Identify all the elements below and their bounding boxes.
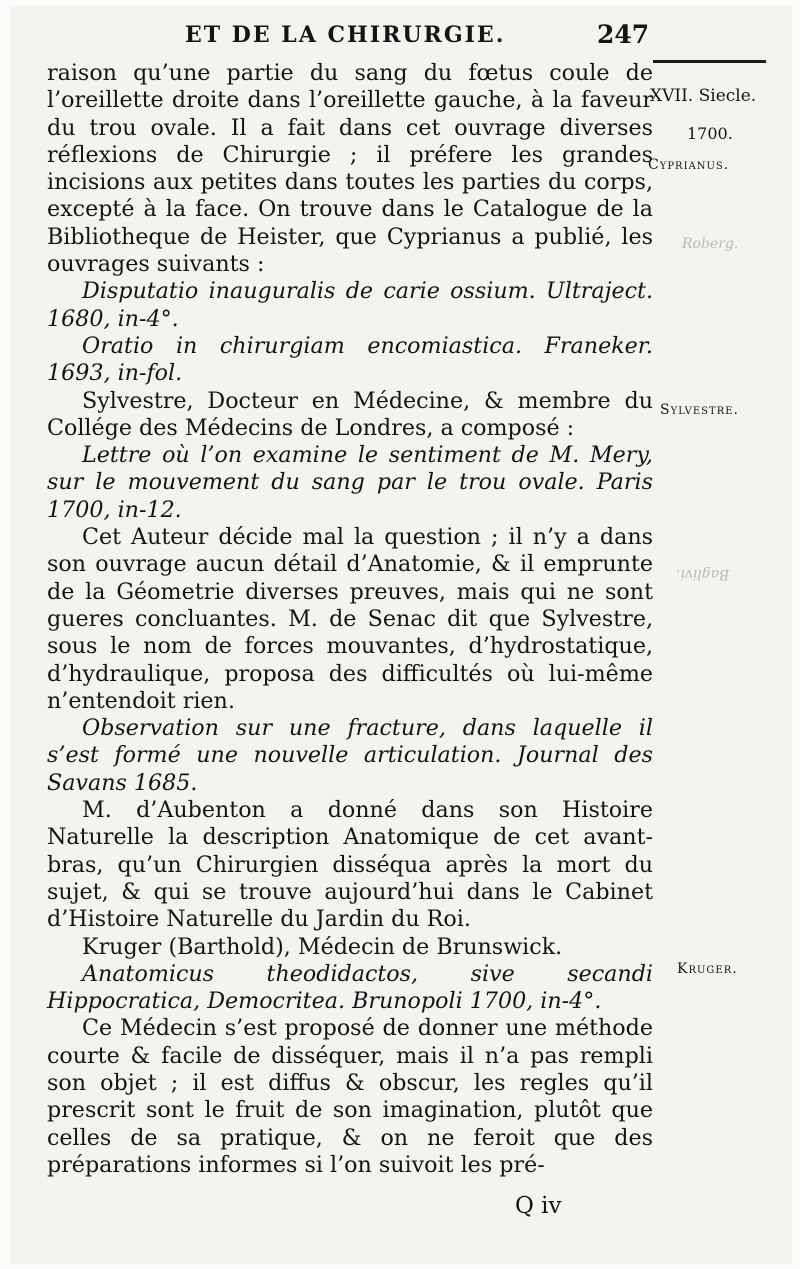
bibliography-entry: Anatomicus theodidactos, sive secandi Hippocratica, Democritea. Brunopoli 1700, in-4°. xyxy=(47,960,653,1015)
paragraph-kruger: Kruger (Barthold), Médecin de Brunswick. xyxy=(82,933,563,960)
margin-note-cyprianus: Cyprianus. xyxy=(648,157,730,173)
running-head xyxy=(0,22,800,52)
head-rule xyxy=(653,60,766,63)
paragraph-sylvestre: Sylvestre, Docteur en Médecine, & membre du Collége des Médecins de Londres, a composé : xyxy=(47,387,653,441)
margin-note-kruger: Kruger. xyxy=(677,961,738,977)
bleed-through-baglivi: Baglivi. xyxy=(676,566,730,582)
paragraph-cyprianus-continued: raison qu’une partie du sang du fœtus coule de l’oreillette droite dans l’oreillette gauche, à la faveur du trou ovale. Il a fait dans cet ouvrage diverses réflexions de Chirurgie ; il préfere les grandes incisions aux petites dans toutes les parties du corps, excepté à la face. On trouve dans le Catalogue de la Bibliotheque de Heister, que Cyprianus a publié, les ouvrages suivants : xyxy=(47,60,653,278)
margin-note-year: 1700. xyxy=(687,124,733,143)
bibliography-entry: Observation sur une fracture, dans laquelle il s’est formé une nouvelle articulation. Journal des Savans 1685. xyxy=(47,715,653,796)
bibliography-entry: Lettre où l’on examine le sentiment de M. Mery, sur le mouvement du sang par le trou ovale. Paris 1700, in-12. xyxy=(47,442,653,523)
body-text xyxy=(47,60,653,1179)
paragraph-commentary: Cet Auteur décide mal la question ; il n’y a dans son ouvrage aucun détail d’Anatomie, & il emprunte de la Géometrie diverses preuves, mais qui ne sont gueres concluantes. M. de Senac dit que Sylvestre, sous le nom de forces mouvantes, d’hydrostatique, d’hydraulique, proposa des difficultés où lui-même n’entendoit rien. xyxy=(47,524,653,714)
page-number: 247 xyxy=(597,20,650,49)
paragraph-kruger-commentary: Ce Médecin s’est proposé de donner une méthode courte & facile de disséquer, mais il n’a pas rempli son objet ; il est diffus & obscur, les regles qu’il prescrit sont le fruit de son imagination, plutôt que celles de sa pratique, & on ne feroit que des préparations informes si l’on suivoit les pré- xyxy=(47,1015,653,1178)
catchword: Q iv xyxy=(515,1193,562,1219)
running-head-title: ET DE LA CHIRURGIE. xyxy=(185,22,506,48)
paragraph-daubenton: M. d’Aubenton a donné dans son Histoire Naturelle la description Anatomique de cet avant-bras, qu’un Chirurgien disséqua après la mort du sujet, & qui se trouve aujourd’hui dans le Cabinet d’Histoire Naturelle du Jardin du Roi. xyxy=(47,797,653,933)
bibliography-entry: Disputatio inauguralis de carie ossium. Ultraject. 1680, in-4°. xyxy=(47,278,653,332)
margin-note-siecle: XVII. Siecle. xyxy=(650,86,757,106)
margin-note-sylvestre: Sylvestre. xyxy=(660,402,739,418)
bleed-through-roberg: Roberg. xyxy=(682,236,739,252)
bibliography-entry: Oratio in chirurgiam encomiastica. Franeker. 1693, in-fol. xyxy=(47,332,653,387)
